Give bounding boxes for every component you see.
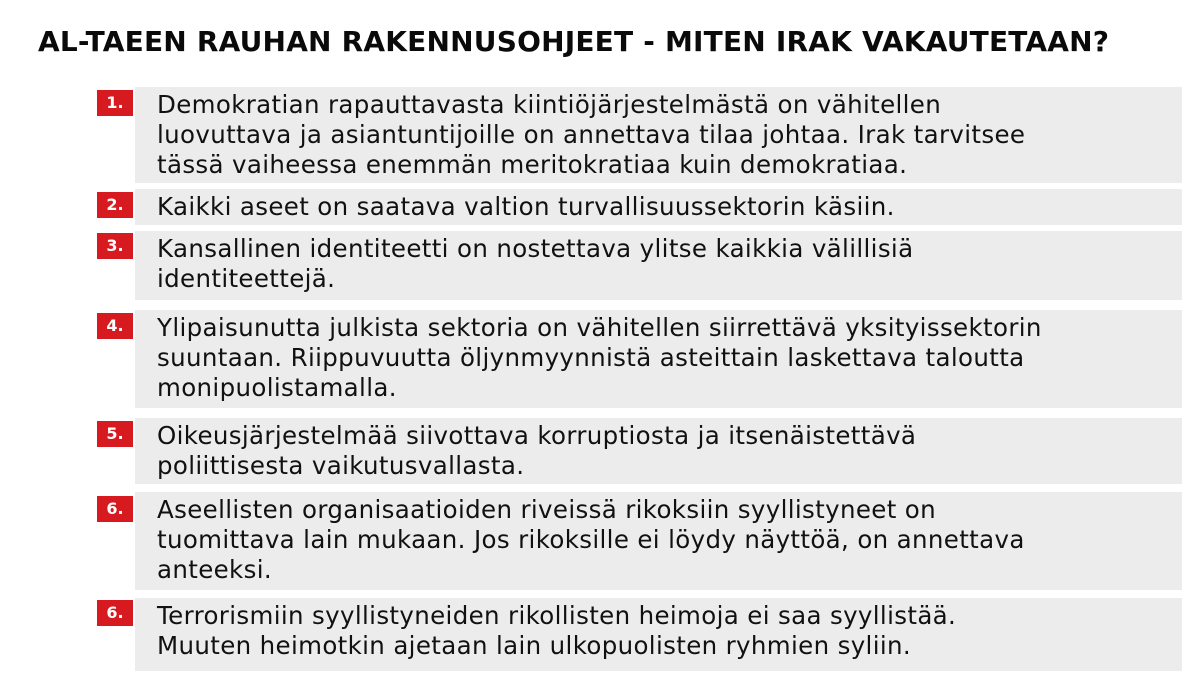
list-item-text: Kaikki aseet on saatava valtion turvallisuussektorin käsiin. [157, 192, 895, 221]
number-badge: 1. [97, 90, 133, 116]
list-item-3 [135, 231, 1182, 300]
number-badge: 5. [97, 421, 133, 447]
list-item-text: Ylipaisunutta julkista sektoria on vähitellen siirrettävä yksityissektorin suuntaan. Riippuvuutta öljynmyynnistä asteittain laskettava taloutta monipuolistamalla. [157, 313, 1042, 402]
list-item-text: Aseellisten organisaatioiden riveissä rikoksiin syyllistyneet on tuomittava lain mukaan. Jos rikoksille ei löydy näyttöä, on annettava anteeksi. [157, 495, 1025, 584]
number-badge: 2. [97, 192, 133, 218]
list-item-1 [135, 87, 1182, 183]
page-title: AL-TAEEN RAUHAN RAKENNUSOHJEET - MITEN IRAK VAKAUTETAAN? [38, 25, 1110, 58]
number-badge: 6. [97, 600, 133, 626]
list-item-2 [135, 189, 1182, 225]
list-item-text: Terrorismiin syyllistyneiden rikollisten heimoja ei saa syyllistää. Muuten heimotkin ajetaan lain ulkopuolisten ryhmien syliin. [157, 601, 957, 660]
list-item-4 [135, 310, 1182, 408]
number-badge: 6. [97, 496, 133, 522]
list-item-text: Kansallinen identiteetti on nostettava ylitse kaikkia välillisiä identiteettejä. [157, 234, 914, 293]
list-item-5 [135, 418, 1182, 484]
list-item-text: Oikeusjärjestelmää siivottava korruptiosta ja itsenäistettävä poliittisesta vaikutusvallasta. [157, 421, 917, 480]
list-item-7 [135, 598, 1182, 671]
number-badge: 3. [97, 233, 133, 259]
number-badge: 4. [97, 313, 133, 339]
list-item-text: Demokratian rapauttavasta kiintiöjärjestelmästä on vähitellen luovuttava ja asiantuntijoille on annettava tilaa johtaa. Irak tarvitsee tässä vaiheessa enemmän meritokratiaa kuin demokratiaa. [157, 90, 1026, 179]
list-item-6 [135, 492, 1182, 590]
